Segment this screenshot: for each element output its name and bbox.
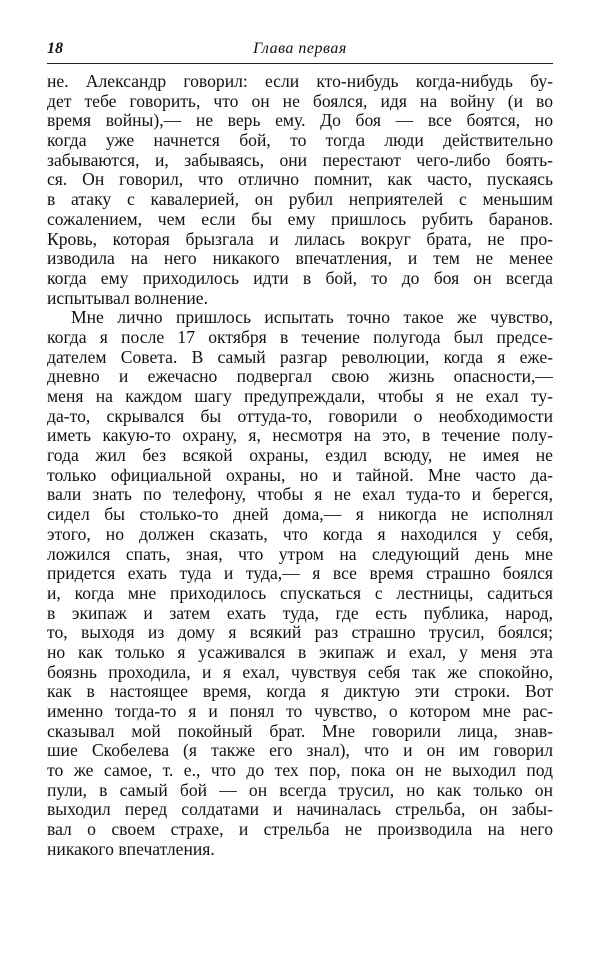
text-line: дневно и ежечасно подвергал свою жизнь опасности,— (47, 366, 553, 387)
text-line: шие Скобелева (я также его знал), что и он им говорил (47, 740, 553, 761)
text-line: да-то, скрывался бы оттуда-то, говорили о необходимости (47, 405, 553, 426)
text-line: именно тогда-то я и понял то чувство, о котором мне рас- (47, 701, 553, 721)
text-line: забываются, и, забываясь, они перестают чего-либо боять- (47, 149, 553, 170)
text-line: никакого впечатления. (47, 838, 215, 859)
text-line: Кровь, которая брызгала и лилась вокруг брата, не про- (47, 228, 553, 249)
text-line: ложился спать, зная, что утром на следующий день мне (47, 543, 553, 564)
text-line: вал о своем страхе, и стрельба не производила на него (47, 819, 553, 840)
paragraph (47, 72, 553, 308)
text-line: года жил без всякой охраны, ездил всюду, не имея не (47, 445, 553, 466)
header-rule (47, 63, 553, 64)
text-line: дет тебе говорить, что он не боялся, идя на войну (и во (47, 90, 553, 111)
text-line: сожалением, чем если бы ему пришлось рубить баранов. (47, 208, 553, 229)
running-head: Глава первая (253, 40, 347, 57)
text-line: когда уже начнется бой, то тогда люди действительно (47, 130, 553, 151)
text-line: в экипаж и затем ехать туда, где есть публика, народ, (47, 602, 553, 623)
text-line: испытывал волнение. (47, 287, 208, 308)
text-line: ся. Он говорил, что отлично помнит, как часто, пускаясь (47, 169, 553, 190)
text-line: то же самое, т. е., что до тех пор, пока он не выходил под (47, 760, 553, 781)
text-line: и, когда мне приходилось спускаться с лестницы, садиться (47, 582, 553, 603)
text-line: выходил перед солдатами и начиналась стрельба, он забы- (47, 799, 553, 820)
text-line: меня на каждом шагу предупреждали, чтобы я не ехал ту- (47, 386, 553, 406)
text-line: в атаку с кавалерией, он рубил неприятелей с меньшим (47, 189, 553, 210)
text-line: то, выходя из дому я всякий раз страшно трусил, боялся; (47, 622, 553, 643)
text-line: но как только я усаживался в экипаж и ехал, у меня эта (47, 641, 553, 662)
text-line: придется ехать туда и туда,— я все время страшно боялся (47, 563, 553, 584)
text-line: боязнь проходила, и я ехал, чувствуя себя так же спокойно, (47, 661, 553, 682)
text-line: когда я после 17 октября в течение полугода был предсе- (47, 326, 553, 347)
text-line: пули, в самый бой — он всегда трусил, но как только он (47, 779, 553, 800)
paragraph (47, 308, 553, 859)
page-number: 18 (47, 40, 63, 57)
text-line: время войны),— не верь ему. До боя — все боятся, но (47, 110, 553, 131)
body-text (47, 72, 553, 860)
text-line: сказывал мой покойный брат. Мне говорили лица, знав- (47, 720, 553, 741)
text-line: этого, но должен сказать, что когда я находился у себя, (47, 523, 553, 544)
text-line: не. Александр говорил: если кто-нибудь когда-нибудь бу- (47, 71, 553, 91)
text-line: только официальной охраны, но и тайной. Мне часто да- (47, 464, 553, 485)
text-line: изводила на него никакого впечатления, и тем не менее (47, 248, 553, 269)
text-line: иметь какую-то охрану, я, несмотря на это, в течение полу- (47, 425, 553, 446)
text-line: как в настоящее время, когда я диктую эти строки. Вот (47, 681, 553, 702)
text-line: когда ему приходилось идти в бой, то до боя он всегда (47, 267, 553, 288)
text-line: вали знать по телефону, чтобы я не ехал туда-то и берегся, (47, 484, 553, 505)
text-line: Мне лично пришлось испытать точно такое же чувство, (71, 307, 553, 328)
text-line: дателем Совета. В самый разгар революции, когда я еже- (47, 346, 553, 367)
text-line: сидел бы столько-то дней дома,— я никогда не исполнял (47, 504, 553, 525)
